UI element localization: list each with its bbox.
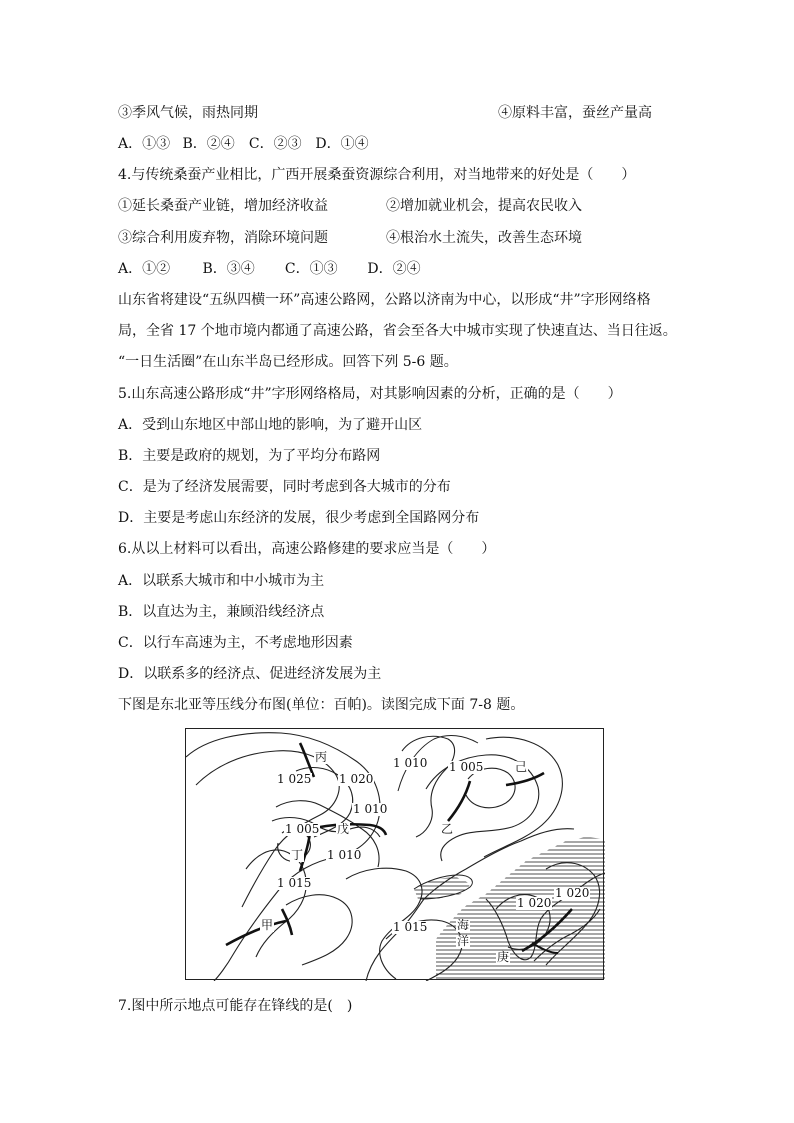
q3-item-3: ③季风气候，雨热同期	[118, 105, 258, 121]
place-label-ji: 己	[515, 760, 528, 774]
sea-strip	[414, 877, 471, 899]
place-label-ding: 丁	[291, 848, 304, 862]
isobar-map	[185, 728, 604, 980]
place-label-hai: 海	[457, 918, 470, 932]
q4-options	[118, 260, 421, 278]
place-label-yi: 乙	[441, 822, 454, 836]
q4-stem: 4.与传统桑蚕产业相比，广西开展桑蚕资源综合利用，对当地带来的好处是（ ）	[118, 167, 636, 183]
q3-item-4: ④原料丰富，蚕丝产量高	[498, 105, 652, 121]
material-56-line-3: “一日生活圈”在山东半岛已经形成。回答下列 5-6 题。	[118, 354, 458, 370]
q4-option-d[interactable]: D．②④	[367, 261, 421, 277]
place-label-yang: 洋	[457, 934, 470, 948]
isobar-1015-west	[246, 850, 306, 957]
place-label-bing: 丙	[315, 750, 328, 764]
place-label-wu: 戊	[337, 822, 350, 836]
front-yi	[448, 781, 470, 821]
material-56-line-1: 山东省将建设“五纵四横一环”高速公路网，公路以济南为中心，以形成“井”字形网络格	[118, 292, 651, 308]
isobar-label-1020-far-east: 1 020	[555, 886, 590, 900]
q4-item-2: ②增加就业机会，提高农民收入	[386, 198, 582, 214]
q4-item-1: ①延长桑蚕产业链，增加经济收益	[118, 198, 328, 214]
q7-stem: 7.图中所示地点可能存在锋线的是( )	[118, 998, 353, 1014]
isobar-label-1005-east: 1 005	[449, 760, 484, 774]
q4-option-a[interactable]: A．①②	[118, 261, 171, 277]
isobar-label-1020-east: 1 020	[517, 896, 552, 910]
material-78-intro: 下图是东北亚等压线分布图(单位：百帕)。读图完成下面 7-8 题。	[118, 697, 525, 713]
q3-option-a[interactable]: A．①③	[118, 136, 171, 152]
isobar-label-1015-west: 1 015	[277, 876, 312, 890]
isobar-inner-east	[466, 768, 515, 808]
q5-stem: 5.山东高速公路形成“井”字形网络格局，对其影响因素的分析，正确的是（ ）	[118, 386, 622, 402]
isobar-south-west	[286, 895, 352, 965]
isobar-label-1025: 1 025	[277, 772, 312, 786]
q3-items-row	[118, 104, 652, 122]
place-label-geng: 庚	[497, 950, 510, 964]
q6-option-c[interactable]: C．以行车高速为主，不考虑地形因素	[118, 635, 353, 651]
q4-option-c[interactable]: C．①③	[284, 261, 338, 277]
isobar-label-1005-west: 1 005	[285, 822, 320, 836]
front-jia	[226, 918, 286, 945]
q4-items-row-1	[118, 197, 582, 215]
q3-options	[118, 135, 369, 153]
q3-option-d[interactable]: D．①④	[315, 136, 369, 152]
q3-option-c[interactable]: C．②③	[248, 136, 302, 152]
q4-item-4: ④根治水土流失，改善生态环境	[386, 230, 582, 246]
q6-option-d[interactable]: D．以联系多的经济点、促进经济发展为主	[118, 666, 382, 682]
q6-stem: 6.从以上材料可以看出，高速公路修建的要求应当是（ ）	[118, 541, 496, 557]
q5-option-c[interactable]: C．是为了经济发展需要，同时考虑到各大城市的分布	[118, 479, 451, 495]
q4-item-3: ③综合利用废弃物，消除环境问题	[118, 230, 328, 246]
q6-option-a[interactable]: A．以联系大城市和中小城市为主	[118, 573, 325, 589]
q5-option-d[interactable]: D．主要是考虑山东经济的发展，很少考虑到全国路网分布	[118, 510, 480, 526]
isobar-label-1020: 1 020	[339, 772, 374, 786]
front-ji	[506, 773, 544, 785]
place-label-jia: 甲	[261, 918, 274, 932]
material-56-line-2: 局，全省 17 个地市境内都通了高速公路，省会至各大中城市实现了快速直达、当日往返。	[118, 323, 677, 339]
isobar-label-1015-south: 1 015	[393, 920, 428, 934]
q4-items-row-2	[118, 229, 582, 247]
q5-option-b[interactable]: B．主要是政府的规划，为了平均分布路网	[118, 448, 381, 464]
q3-option-b[interactable]: B．②④	[182, 136, 235, 152]
q5-option-a[interactable]: A．受到山东地区中部山地的影响，为了避开山区	[118, 417, 423, 433]
q4-option-b[interactable]: B．③④	[202, 261, 255, 277]
isobar-label-1010-south: 1 010	[327, 848, 362, 862]
q6-option-b[interactable]: B．以直达为主，兼顾沿线经济点	[118, 604, 325, 620]
isobar-label-1010-mid: 1 010	[353, 802, 388, 816]
isobar-label-1010-north: 1 010	[393, 756, 428, 770]
